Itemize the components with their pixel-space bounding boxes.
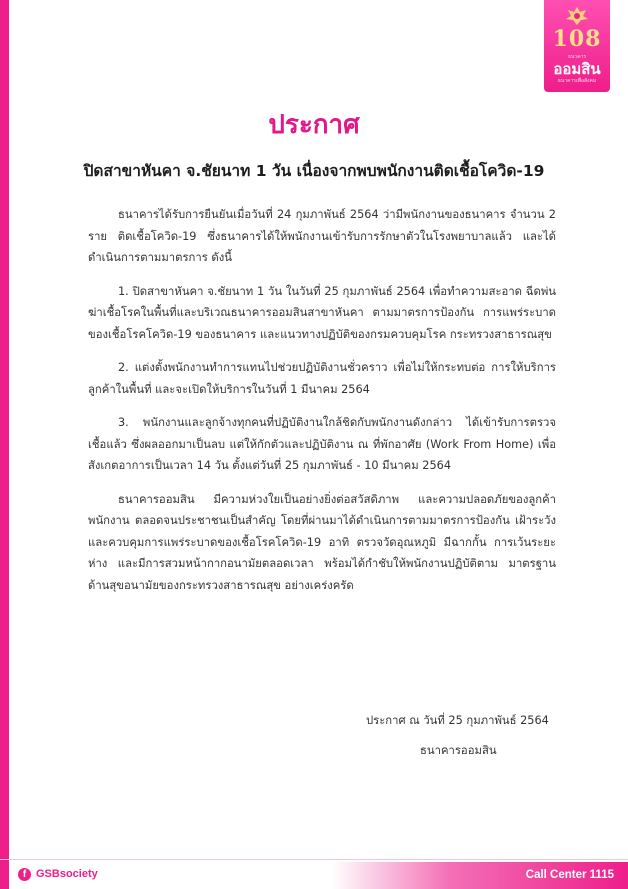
- paragraph-item-1: 1. ปิดสาขาหันคา จ.ชัยนาท 1 วัน ในวันที่ 25 กุมภาพันธ์ 2564 เพื่อทำความสะอาด ฉีดพ่นฆ่าเชื้อโรคในพื้นที่และบริเวณธนาคารออมสินสาขาหันคา ตามมาตรการป้องกัน การแพร่ระบาดของเชื้อโรคโควิด-19 ของธนาคาร และแนวทางปฏิบัติของกรมควบคุมโรค กระทรวงสาธารณสุข: [88, 284, 556, 341]
- footer-social[interactable]: [18, 865, 98, 883]
- social-handle: GSBsociety: [36, 868, 98, 880]
- announcement-title: ปิดสาขาหันคา จ.ชัยนาท 1 วัน เนื่องจากพบพนักงานติดเชื้อโควิด-19: [83, 162, 545, 180]
- signature-date: ประกาศ ณ วันที่ 25 กุมภาพันธ์ 2564: [366, 714, 549, 727]
- footer-divider: [0, 859, 628, 860]
- logo-tagline: ธนาคารเพื่อสังคม: [557, 78, 597, 84]
- facebook-icon: f: [18, 868, 31, 881]
- logo-number: 108: [552, 26, 602, 52]
- signature-org: ธนาคารออมสิน: [420, 744, 497, 757]
- call-center-banner[interactable]: Call Center 1115: [332, 862, 628, 889]
- paragraph-item-3: 3. พนักงานและลูกจ้างทุกคนที่ปฏิบัติงานใกล้ชิดกับพนักงานดังกล่าว ได้เข้ารับการตรวจ เชื้อแล้ว ซึ่งผลออกมาเป็นลบ แต่ให้กักตัวและปฏิบัติงาน ณ ที่พักอาศัย (Work From Home) เพื่อ สังเกตอาการเป็นเวลา 14 วัน ตั้งแต่วันที่ 25 กุมภาพันธ์ - 10 มีนาคม 2564: [88, 416, 556, 472]
- crest-icon: [564, 6, 590, 26]
- announcement-body: [88, 204, 556, 608]
- logo-brand: ออมสิน: [553, 60, 601, 78]
- paragraph-closing: ธนาคารออมสิน มีความห่วงใยเป็นอย่างยิ่งต่อสวัสดิภาพ และความปลอดภัยของลูกค้า พนักงาน ตลอดจนประชาชนเป็นสำคัญ โดยที่ผ่านมาได้ดำเนินการตามมาตรการป้องกัน เฝ้าระวัง และควบคุมการแพร่ระบาดของเชื้อโรคโควิด-19 อาทิ ตรวจวัดอุณหภูมิ มีฉากกั้น การเว้นระยะห่าง และมีการสวมหน้ากากอนามัยตลอดเวลา พร้อมได้กำชับให้พนักงานปฏิบัติตาม มาตรฐานด้านสุขอนามัยของกระทรวงสาธารณสุข อย่างเคร่งครัด: [88, 492, 556, 592]
- page-heading: ประกาศ: [268, 110, 360, 140]
- paragraph-intro: ธนาคารได้รับการยืนยันเมื่อวันที่ 24 กุมภาพันธ์ 2564 ว่ามีพนักงานของธนาคาร จำนวน 2 ราย ติดเชื้อโควิด-19 ซึ่งธนาคารได้ให้พนักงานเข้ารับการรักษาตัวในโรงพยาบาลแล้ว และได้ดำเนินการตามมาตรการ ดังนี้: [88, 208, 556, 264]
- logo-small-top: ธนาคาร: [567, 54, 587, 60]
- paragraph-item-2: 2. แต่งตั้งพนักงานทำการแทนไปช่วยปฏิบัติงานชั่วคราว เพื่อไม่ให้กระทบต่อ การให้บริการลูกค้าในพื้นที่ และจะเปิดให้บริการในวันที่ 1 มีนาคม 2564: [88, 361, 556, 396]
- gsb-logo: [544, 0, 610, 92]
